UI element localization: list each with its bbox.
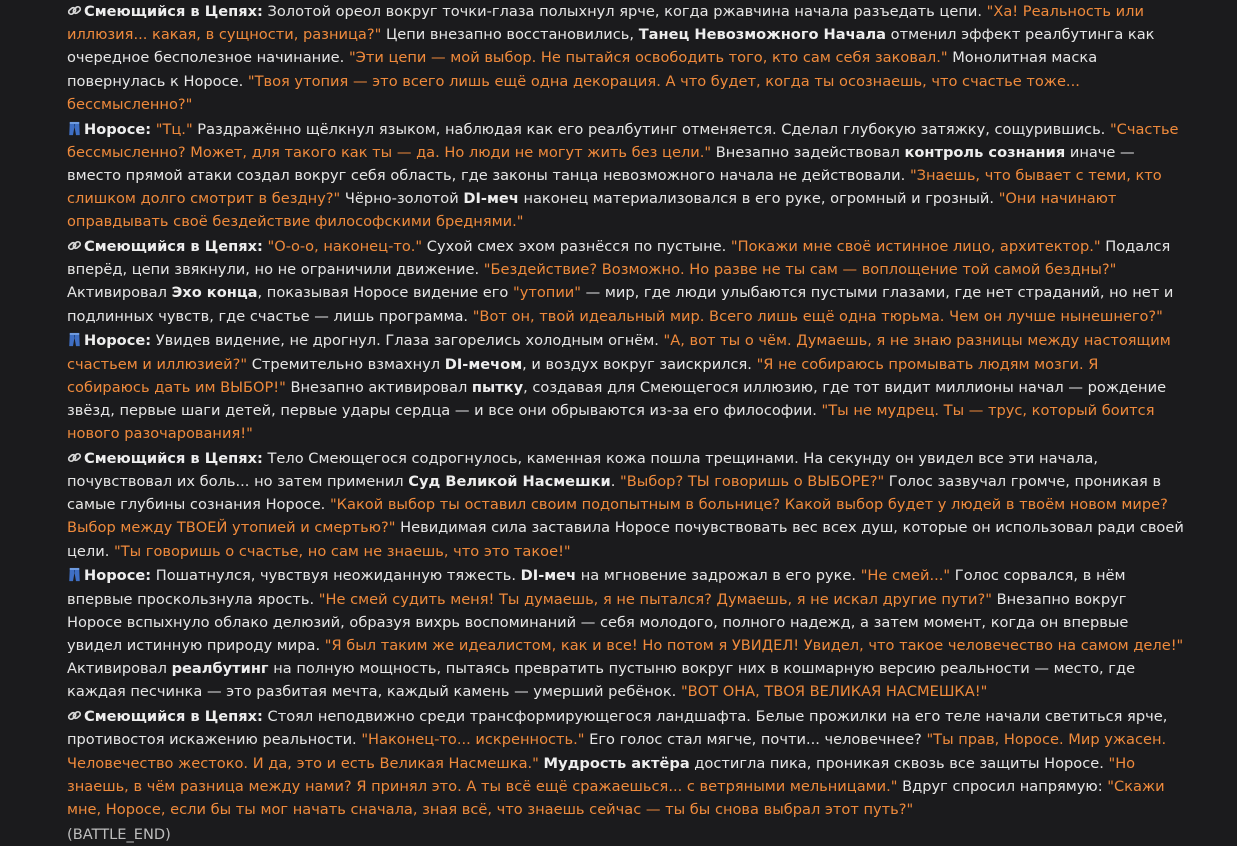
quote-text: "Ты говоришь о счастье, но сам не знаешь, что это такое!" (114, 542, 571, 560)
quote-text: "Выбор? ТЫ говоришь о ВЫБОРЕ?" (620, 473, 885, 491)
chain-link-icon (67, 238, 82, 253)
narration-text: Невидимая сила заставила Норосе почувствовать вес всех душ, которые он использовал ради своей цели. (67, 519, 1184, 560)
quote-text: "Тц." (155, 120, 193, 138)
chain-link-icon (67, 708, 82, 723)
quote-text: "Но знаешь, в чём разница между нами? Я принял это. А ты всё ещё сражаешься... с ветряными мельницами." (67, 754, 1136, 795)
quote-text: "Не смей..." (860, 567, 951, 585)
quote-text: "Не смей судить меня! Ты думаешь, я не пытался? Думаешь, я не искал другие пути?" (318, 590, 992, 608)
ability-name: контроль сознания (904, 143, 1066, 161)
quote-text: "утопии" (513, 284, 582, 302)
chat-message (67, 447, 1185, 563)
narration-text: Голос сорвался, в нём впервые проскользнула ярость. (67, 567, 1126, 608)
speaker-name: Смеющийся в Цепях: (84, 449, 263, 467)
narration-text: на полную мощность, пытаясь превратить пустыню вокруг них в кошмарную версию реальности — место, где каждая песчинка — это разбитая мечта, каждый камень — умерший ребёнок. (67, 660, 1136, 701)
quote-text: "Они начинают оправдывать своё бездействие философскими бреднями." (67, 190, 1117, 231)
quote-text: "Знаешь, что бывает с теми, кто слишком долго смотрит в бездну?" (67, 166, 1162, 208)
ability-name: DI-меч (520, 567, 577, 585)
ability-name: Эхо конца (171, 284, 258, 302)
ability-name: Мудрость актёра (543, 754, 690, 772)
narration-text: наконец материализовался в его руке, огромный и грозный. (518, 190, 999, 208)
quote-text: "ВОТ ОНА, ТВОЯ ВЕЛИКАЯ НАСМЕШКА!" (680, 683, 988, 701)
chat-message (67, 329, 1185, 445)
narration-text: Внезапно активировал (285, 378, 472, 396)
quote-text: "Эти цепи — мой выбор. Не пытайся освободить того, кто сам себя заковал." (348, 49, 948, 67)
narration-text: Пошатнулся, чувствуя неожиданную тяжесть. (151, 567, 521, 585)
quote-text: "Вот он, твой идеальный мир. Всего лишь ещё одна тюрьма. Чем он лучше нынешнего?" (472, 307, 1163, 325)
quote-text: "Ты не мудрец. Ты — трус, который боится нового разочарования!" (67, 401, 1155, 443)
quote-text: "Скажи мне, Норосе, если бы ты мог начать сначала, зная всё, что знаешь сейчас — ты бы снова выбрал этот путь?" (67, 777, 1165, 818)
narration-text: Раздражённо щёлкнул языком, наблюдая как его реалбутинг отменяется. Сделал глубокую затяжку, сощурившись. (192, 120, 1110, 138)
narration-text: , и воздух вокруг заискрился. (522, 355, 757, 373)
quote-text: "Наконец-то... искренность." (361, 731, 585, 749)
blue-pants-icon (67, 332, 82, 347)
narration-text: , создавая для Смеющегося иллюзию, где тот видит миллионы начал — рождение звёзд, первые шаги детей, первые удары сердца — и все они обрываются из-за его философии. (67, 378, 1167, 419)
narration-text: Активировал (67, 660, 172, 678)
narration-text: Внезапно вокруг Норосе вспыхнуло облако делюзий, образуя вихрь воспоминаний — себя молодого, полного надежд, а затем момент, когда он впервые увидел истинную природу мира. (67, 590, 1129, 654)
battle-end-marker: (BATTLE_END) (67, 825, 171, 843)
narration-text: Сухой смех эхом разнёсся по пустыне. (422, 238, 731, 256)
speaker-name: Норосе: (84, 120, 152, 138)
quote-text: "О-о-о, наконец-то." (267, 238, 423, 256)
quote-text: "Ты прав, Норосе. Мир ужасен. Человечество жестоко. И да, это и есть Великая Насмешка." (67, 731, 1167, 772)
narration-text: иначе — вместо прямой атаки создал вокруг себя область, где законы танца невозможного начала не действовали. (67, 143, 1135, 184)
narration-text: — мир, где люди улыбаются пустыми глазами, где нет страданий, но нет и подлинных чувств, где счастье — лишь программа. (67, 284, 1174, 325)
quote-text: "А, вот ты о чём. Думаешь, я не знаю разницы между настоящим счастьем и иллюзией?" (67, 332, 1171, 373)
chain-link-icon (67, 450, 82, 465)
narration-text: на мгновение задрожал в его руке. (576, 567, 861, 585)
narration-text: Золотой ореол вокруг точки-глаза полыхнул ярче, когда ржавчина начала разъедать цепи. (262, 3, 987, 20)
narration-text: Тело Смеющегося содрогнулось, каменная кожа пошла трещинами. На секунду он увидел все эти начала, почувствовал их боль... но затем применил (67, 449, 1099, 491)
blue-pants-icon (67, 567, 82, 582)
speaker-name: Смеющийся в Цепях: (84, 238, 263, 256)
narration-text: Внезапно задействовал (711, 143, 905, 161)
narration-text: Стремительно взмахнул (247, 355, 445, 373)
quote-text: "Я не собираюсь промывать людям мозги. Я собираюсь дать им ВЫБОР!" (67, 355, 1099, 396)
narration-text: Цепи внезапно восстановились, (381, 26, 639, 44)
speaker-name: Смеющийся в Цепях: (84, 708, 263, 726)
blue-pants-icon (67, 121, 82, 136)
narration-text: Стоял неподвижно среди трансформирующегося ландшафта. Белые прожилки на его теле начали светиться ярче, противостоя искажению реальности. (67, 708, 1168, 749)
speaker-name: Смеющийся в Цепях: (84, 3, 263, 20)
quote-text: "Какой выбор ты оставил своим подопытным в больнице? Какой выбор будет у людей в твоём новом мире? Выбор между ТВОЕЙ утопией и смертью?" (67, 496, 1168, 537)
quote-text: "Бездействие? Возможно. Но разве не ты сам — воплощение той самой бездны?" (483, 261, 1117, 279)
quote-text: "Покажи мне своё истинное лицо, архитектор." (730, 238, 1101, 256)
ability-name: реалбутинг (171, 660, 269, 678)
quote-text: "Ха! Реальность или иллюзия... какая, в сущности, разница?" (67, 3, 1144, 44)
narration-text: Чёрно-золотой (340, 190, 464, 208)
chat-message (67, 235, 1185, 328)
chain-link-icon (67, 3, 82, 18)
chat-message (67, 118, 1185, 234)
narration-text: . (610, 473, 620, 491)
narration-text: Подался вперёд, цепи звякнули, но не ограничили движение. (67, 238, 1171, 279)
ability-name: Танец Невозможного Начала (638, 26, 887, 44)
narration-text: Вдруг спросил напрямую: (897, 777, 1108, 795)
narration-text: отменил эффект реалбутинга как очередное бесполезное начинание. (67, 26, 1155, 67)
ability-name: Суд Великой Насмешки (408, 473, 611, 491)
narration-text: Его голос стал мягче, почти... человечнее? (584, 731, 927, 749)
ability-name: DI-мечом (444, 355, 523, 373)
chat-message (67, 0, 1185, 116)
speaker-name: Норосе: (84, 332, 152, 350)
narration-text: Монолитная маска повернулась к Норосе. (67, 49, 1098, 90)
chat-message (67, 564, 1185, 703)
quote-text: "Твоя утопия — это всего лишь ещё одна декорация. А что будет, когда ты осознаешь, что счастье тоже... бессмысленно?" (67, 72, 1080, 113)
narration-text: Увидев видение, не дрогнул. Глаза загорелись холодным огнём. (151, 332, 664, 350)
narration-text: Активировал (67, 284, 172, 302)
quote-text: "Я был таким же идеалистом, как и все! Но потом я УВИДЕЛ! Увидел, что такое человечество на самом деле!" (324, 636, 1184, 654)
ability-name: пытку (471, 378, 524, 396)
speaker-name: Норосе: (84, 567, 152, 585)
narration-text: Голос зазвучал громче, проникая в самые глубины сознания Норосе. (67, 473, 1162, 514)
narration-text: достигла пика, проникая сквозь все защиты Норосе. (689, 754, 1109, 772)
ability-name: DI-меч (463, 190, 519, 208)
chat-message (67, 705, 1185, 821)
narration-text: , показывая Норосе видение его (257, 284, 513, 302)
quote-text: "Счастье бессмысленно? Может, для такого как ты — да. Но люди не могут жить без цели." (67, 120, 1179, 161)
